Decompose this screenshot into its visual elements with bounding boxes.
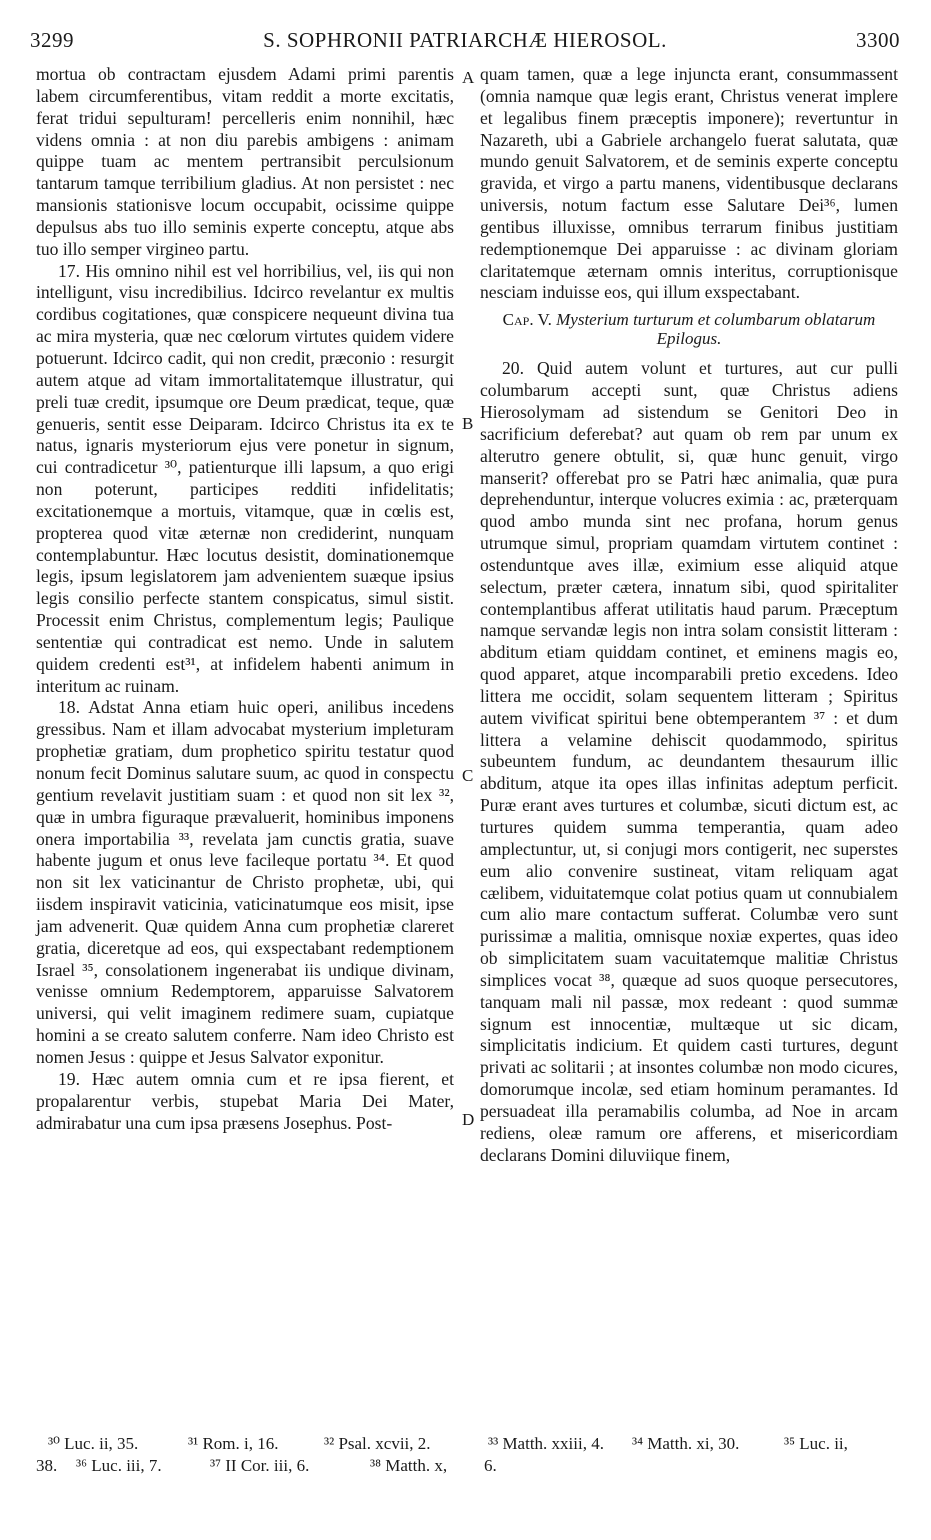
margin-letter-d: D bbox=[462, 1110, 475, 1129]
footnotes bbox=[36, 1433, 898, 1477]
footnote-35-cont: 38. bbox=[36, 1456, 58, 1475]
paragraph-continuation: mortua ob contractam ejusdem Adami primi parentis labem circumferentibus, vitam reddit a morte excitatis, ferat tridui sepulturam! percelleris enim nonnihil, hæc videns omnia : at non diu parebis ambigens : animam quippe tuam ac mentem pertransibit perculsionum tantarum tamque terribilium gladius. At non persistet : nec mansionis stationisve locum occupabit, ocissime quippe depulsus abs tuo illo seminis experte conceptu, atque abs tuo illo semper virgineo partu. bbox=[36, 64, 454, 259]
footnote-30: ³⁰ Luc. ii, 35. bbox=[48, 1434, 139, 1453]
margin-letter-b: B bbox=[462, 414, 474, 433]
footnote-38-cont: 6. bbox=[484, 1456, 497, 1475]
footnote-33: ³³ Matth. xxiii, 4. bbox=[488, 1434, 604, 1453]
paragraph-20: 20. Quid autem volunt et turtures, aut cur pulli columbarum accepti sunt, quæ Christus adiens Hierosolymam ad sistendum se Genitori Deo in sacrificium deferebat? aut quam ob rem par unum ex alterutro genere obtulit, si, quæ hunc genuit, virgo manserit? offerebat pro se Patri hæc animalia, quæ pura deprehenduntur, interque volucres eximia : ac, præterquam quod ambo munda sint nec profana, horum genus utrumque simul, propriam quamdam virtutem continet : ostenduntque aves illæ, eximium esse aliquid atque selectum, præter cætera, innatum sibi, quod spiritaliter contemplantibus afferat utilitatis haud parum. Præceptum namque servandæ legis non intra solam consistit litteram : abditum etiam quiddam continet, et eminens magis eo, quod apparet, atque incomparabili pretio excedens. Ideo littera me occidit, solam sequentem litteram ; Spiritus autem vivificat spiritui bene obtemperantem ³⁷ : et dum littera a velamine dehiscit quodammodo, spiritus subeuntem fundum, ac deundantem thesaurum illic abditum, atque ita opes illas infinitas adeptum perficit. Puræ erant aves turtures et columbæ, sicuti dictum est, ac turtures quidem summa temperantia, quam adeo amplectuntur, ut, si conjugi mors contigerit, nec superstes eum alio convenire sustineat, vitam reliquam agat cælibem, viduitatemque colat potius quam ut connubialem cum alio mare contactum sufferat. Columbæ vero sunt purissimæ a malitia, omnisque noxiæ expertes, quas ideo ob simplicitatem suam vacuitatemque malitiæ Christus simplices vocat ³⁸, quæque ad suos quoque persecutores, tanquam mali nil passæ, mox redeant : quod summæ signum est innocentiæ, multæque ut sic dicam, simplicitatis indicium. Et quidem casti turtures, degunt privati ac solitarii ; at insontes columbæ non modo cicures, domorumque incolæ, sed etiam hominum peramantes. Id persuadeat illa peramabilis columba, ad Noe in arcam rediens, oleæ ramum ore afferens, et misericordiam declarans Domini diluviique finem, bbox=[480, 358, 898, 1165]
margin-letter-a: A bbox=[462, 68, 475, 87]
page-number-right: 3300 bbox=[856, 28, 900, 52]
chapter-title: Mysterium turturum et columbarum oblatarum Epilogus. bbox=[556, 310, 876, 349]
chapter-heading bbox=[480, 310, 898, 348]
footnote-32: ³² Psal. xcvii, 2. bbox=[324, 1434, 431, 1453]
footnote-37: ³⁷ II Cor. iii, 6. bbox=[210, 1456, 310, 1475]
running-header bbox=[30, 28, 900, 58]
footnote-34: ³⁴ Matth. xi, 30. bbox=[632, 1434, 740, 1453]
paragraph-continuation-right: quam tamen, quæ a lege injuncta erant, consummassent (omnia namque quæ legis erant, Christus venerat implere et legalibus finem præceptis imponere); revertuntur in Nazareth, ubi a Gabriele archangelo fuerat salutata, quæ mundo genuit Salvatorem, et de seminis experte conceptu gravida, et virgo a partu manens, videntibusque declarans universis, notum factum esse Salutare Dei³⁶, lumen gentibus illuxisse, omnibus terrarum finibus justitiam redemptionemque Dei apparuisse : ac divinam gloriam claritatemque æternam omnis interitus, corruptionisque nesciam induisse eos, qui illum exspectabant. bbox=[480, 64, 898, 303]
footnote-38: ³⁸ Matth. x, bbox=[370, 1456, 448, 1475]
paragraph-19: 19. Hæc autem omnia cum et re ipsa fierent, et propalarentur verbis, stupebat Maria Dei Mater, admirabatur una cum ipsa præsens Josephus. Post- bbox=[36, 1068, 454, 1133]
footnote-31: ³¹ Rom. i, 16. bbox=[188, 1434, 279, 1453]
footnote-row-1 bbox=[36, 1433, 898, 1455]
running-title: S. SOPHRONII PATRIARCHÆ HIEROSOL. bbox=[263, 28, 667, 52]
paragraph-18: 18. Adstat Anna etiam huic operi, anilibus incedens gressibus. Nam et illam advocabat mysterium impleturam prophetiæ gratiam, dum prophetico spiritu testatur quod nonum fecit Dominus salutare suum, ac quod in conspectu gentium revelavit justitiam suam : et quod non sit lex ³², quæ in umbra figuraque prævaluerit, hominibus imponens onera importabilia ³³, revelata jam cunctis gratia, suave habente jugum et onus leve facileque portatu ³⁴. Et quod non sit lex vaticinantur de Christo prophetæ, ubi, qui iisdem inspiravit vaticinia, vaticinatumque eos misit, ipse jam advenerit. Quæ quidem Anna cum prophetiæ clareret gratia, diceretque ad eos, qui exspectabant redemptionem Israel ³⁵, consolationem ingenerabat iis undique divinam, venisse omnium Redemptorem, apparuisse Salvatorem universi, qui velit imaginem redimere suam, cupiatque homini a se creato salutem conferre. Nam ideo Christo est nomen Jesus : quippe et Jesus Salvator exponitur. bbox=[36, 697, 454, 1067]
left-column bbox=[36, 64, 454, 1134]
chapter-number: Cap. V. bbox=[502, 310, 552, 330]
footnote-36: ³⁶ Luc. iii, 7. bbox=[76, 1456, 162, 1475]
page-number-left: 3299 bbox=[30, 28, 74, 52]
paragraph-17: 17. His omnino nihil est vel horribilius, vel, iis qui non intelligunt, visu incredibilius. Idcirco revelantur ex multis cordibus cogitationes, quæ conspicere nequeunt divina tua ac mira mysteria, quæ nec cœlorum virtutes quidem videre potuerunt. Idcirco cadit, qui non credit, præconio : resurgit autem atque ad vitam immortalitatemque illustratur, qui preli tuæ credit, ipsumque ore Deum prædicat, teque, quæ genueris, sentit esse Deiparam. Idcirco Christus ita ex te natus, ignaris mysteriorum ejus vere ponetur in signum, cui contradicetur ³⁰, patienturque illi lapsum, a quo erigi non poterunt, participes redditi infidelitatis; excitationemque a mortuis, vitamque, quæ in cœlis est, propterea quod vitæ æternæ non crediderint, nunquam contemplabuntur. Hæc locutus desistit, dominationemque legis, ipsum legislatorem jam advenientem suæque ipsius legis consilio perfecte stantem conspicatus, simul sistit. Processit enim Christus, complementum legis; Paulique sententiæ qui contradicat est nemo. Unde in salutem quidem credenti est³¹, at infidelem habenti animum in interitum ac ruinam. bbox=[36, 260, 454, 696]
footnote-35: ³⁵ Luc. ii, bbox=[784, 1434, 848, 1453]
margin-letter-c: C bbox=[462, 766, 474, 785]
footnote-row-2 bbox=[36, 1455, 898, 1477]
right-column bbox=[480, 64, 898, 1167]
